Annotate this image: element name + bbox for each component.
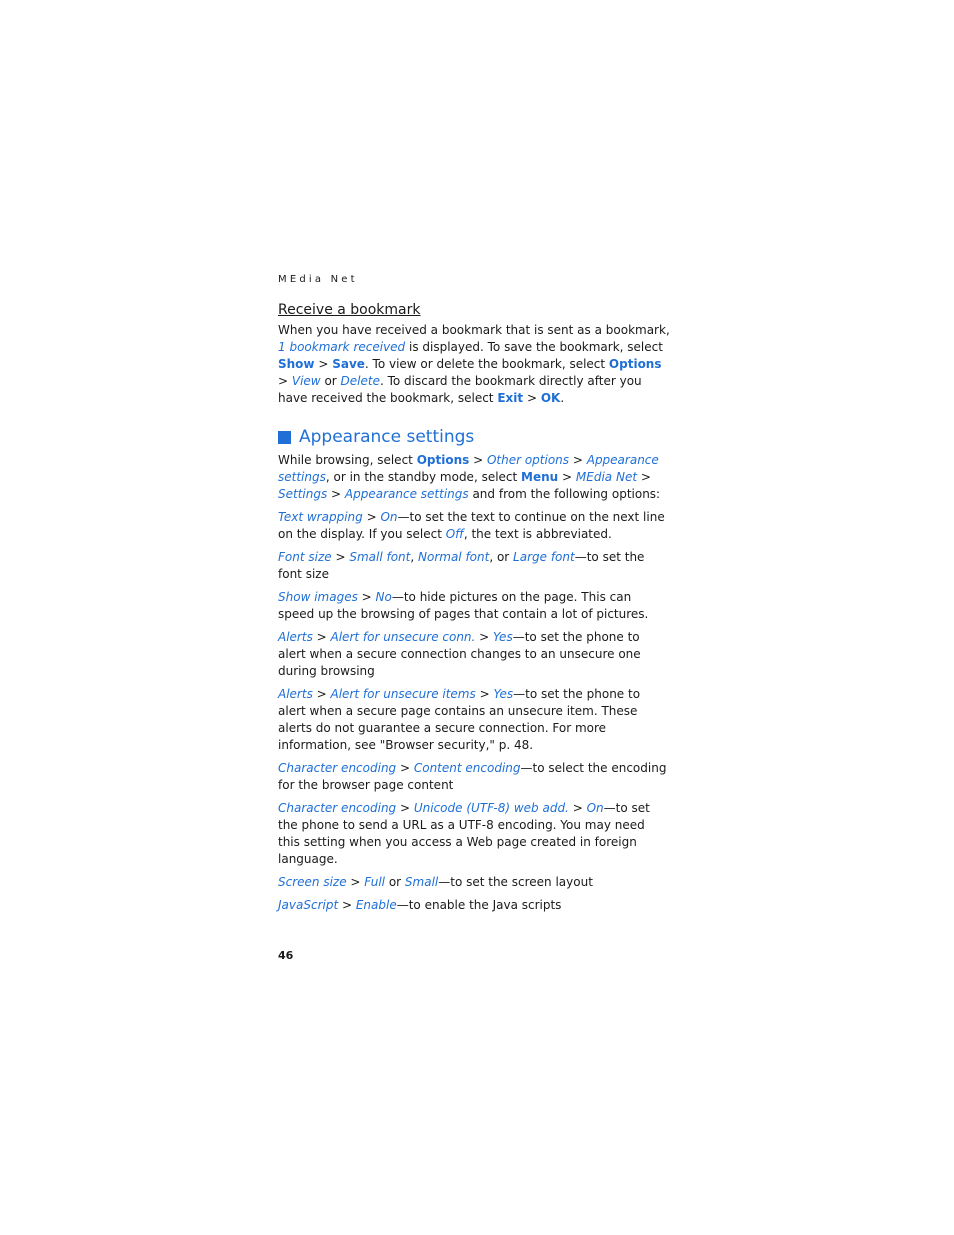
option-show-images: Show images > No—to hide pictures on the page. This can speed up the browsing of pages that contain a lot of pictures. (278, 590, 649, 621)
section-square-icon (278, 431, 291, 444)
option-font-size: Font size > Small font, Normal font, or Large font—to set the font size (278, 550, 645, 581)
option-text-wrapping: Text wrapping > On—to set the text to continue on the next line on the display. If you select Off, the text is abbreviated. (278, 510, 665, 541)
option-javascript: JavaScript > Enable—to enable the Java scripts (278, 898, 562, 912)
option-alerts-conn: Alerts > Alert for unsecure conn. > Yes—to set the phone to alert when a secure connection changes to an unsecure one during browsing (278, 630, 641, 678)
page-content (278, 298, 670, 920)
appearance-intro: While browsing, select Options > Other options > Appearance settings, or in the standby mode, select Menu > MEdia Net > Settings > Appearance settings and from the following options: (278, 453, 661, 501)
option-content-encoding: Character encoding > Content encoding—to select the encoding for the browser page content (278, 761, 667, 792)
option-unicode-web-add: Character encoding > Unicode (UTF-8) web add. > On—to set the phone to send a URL as a UTF-8 encoding. You may need this setting when you access a Web page created in foreign language. (278, 801, 650, 866)
option-screen-size: Screen size > Full or Small—to set the screen layout (278, 875, 593, 889)
receive-bookmark-heading: Receive a bookmark (278, 302, 421, 318)
option-alerts-items: Alerts > Alert for unsecure items > Yes—to set the phone to alert when a secure page contains an unsecure item. These alerts do not guarantee a secure connection. For more information, see "Browser security," p. 48. (278, 687, 641, 752)
running-header: MEdia Net (278, 274, 358, 285)
receive-bookmark-paragraph: When you have received a bookmark that is sent as a bookmark, 1 bookmark received is displayed. To save the bookmark, select Show > Save. To view or delete the bookmark, select Options > View or Delete. To discard the bookmark directly after you have received the bookmark, select Exit > OK. (278, 323, 670, 405)
appearance-settings-heading: Appearance settings (278, 426, 670, 448)
page-number: 46 (278, 949, 294, 962)
